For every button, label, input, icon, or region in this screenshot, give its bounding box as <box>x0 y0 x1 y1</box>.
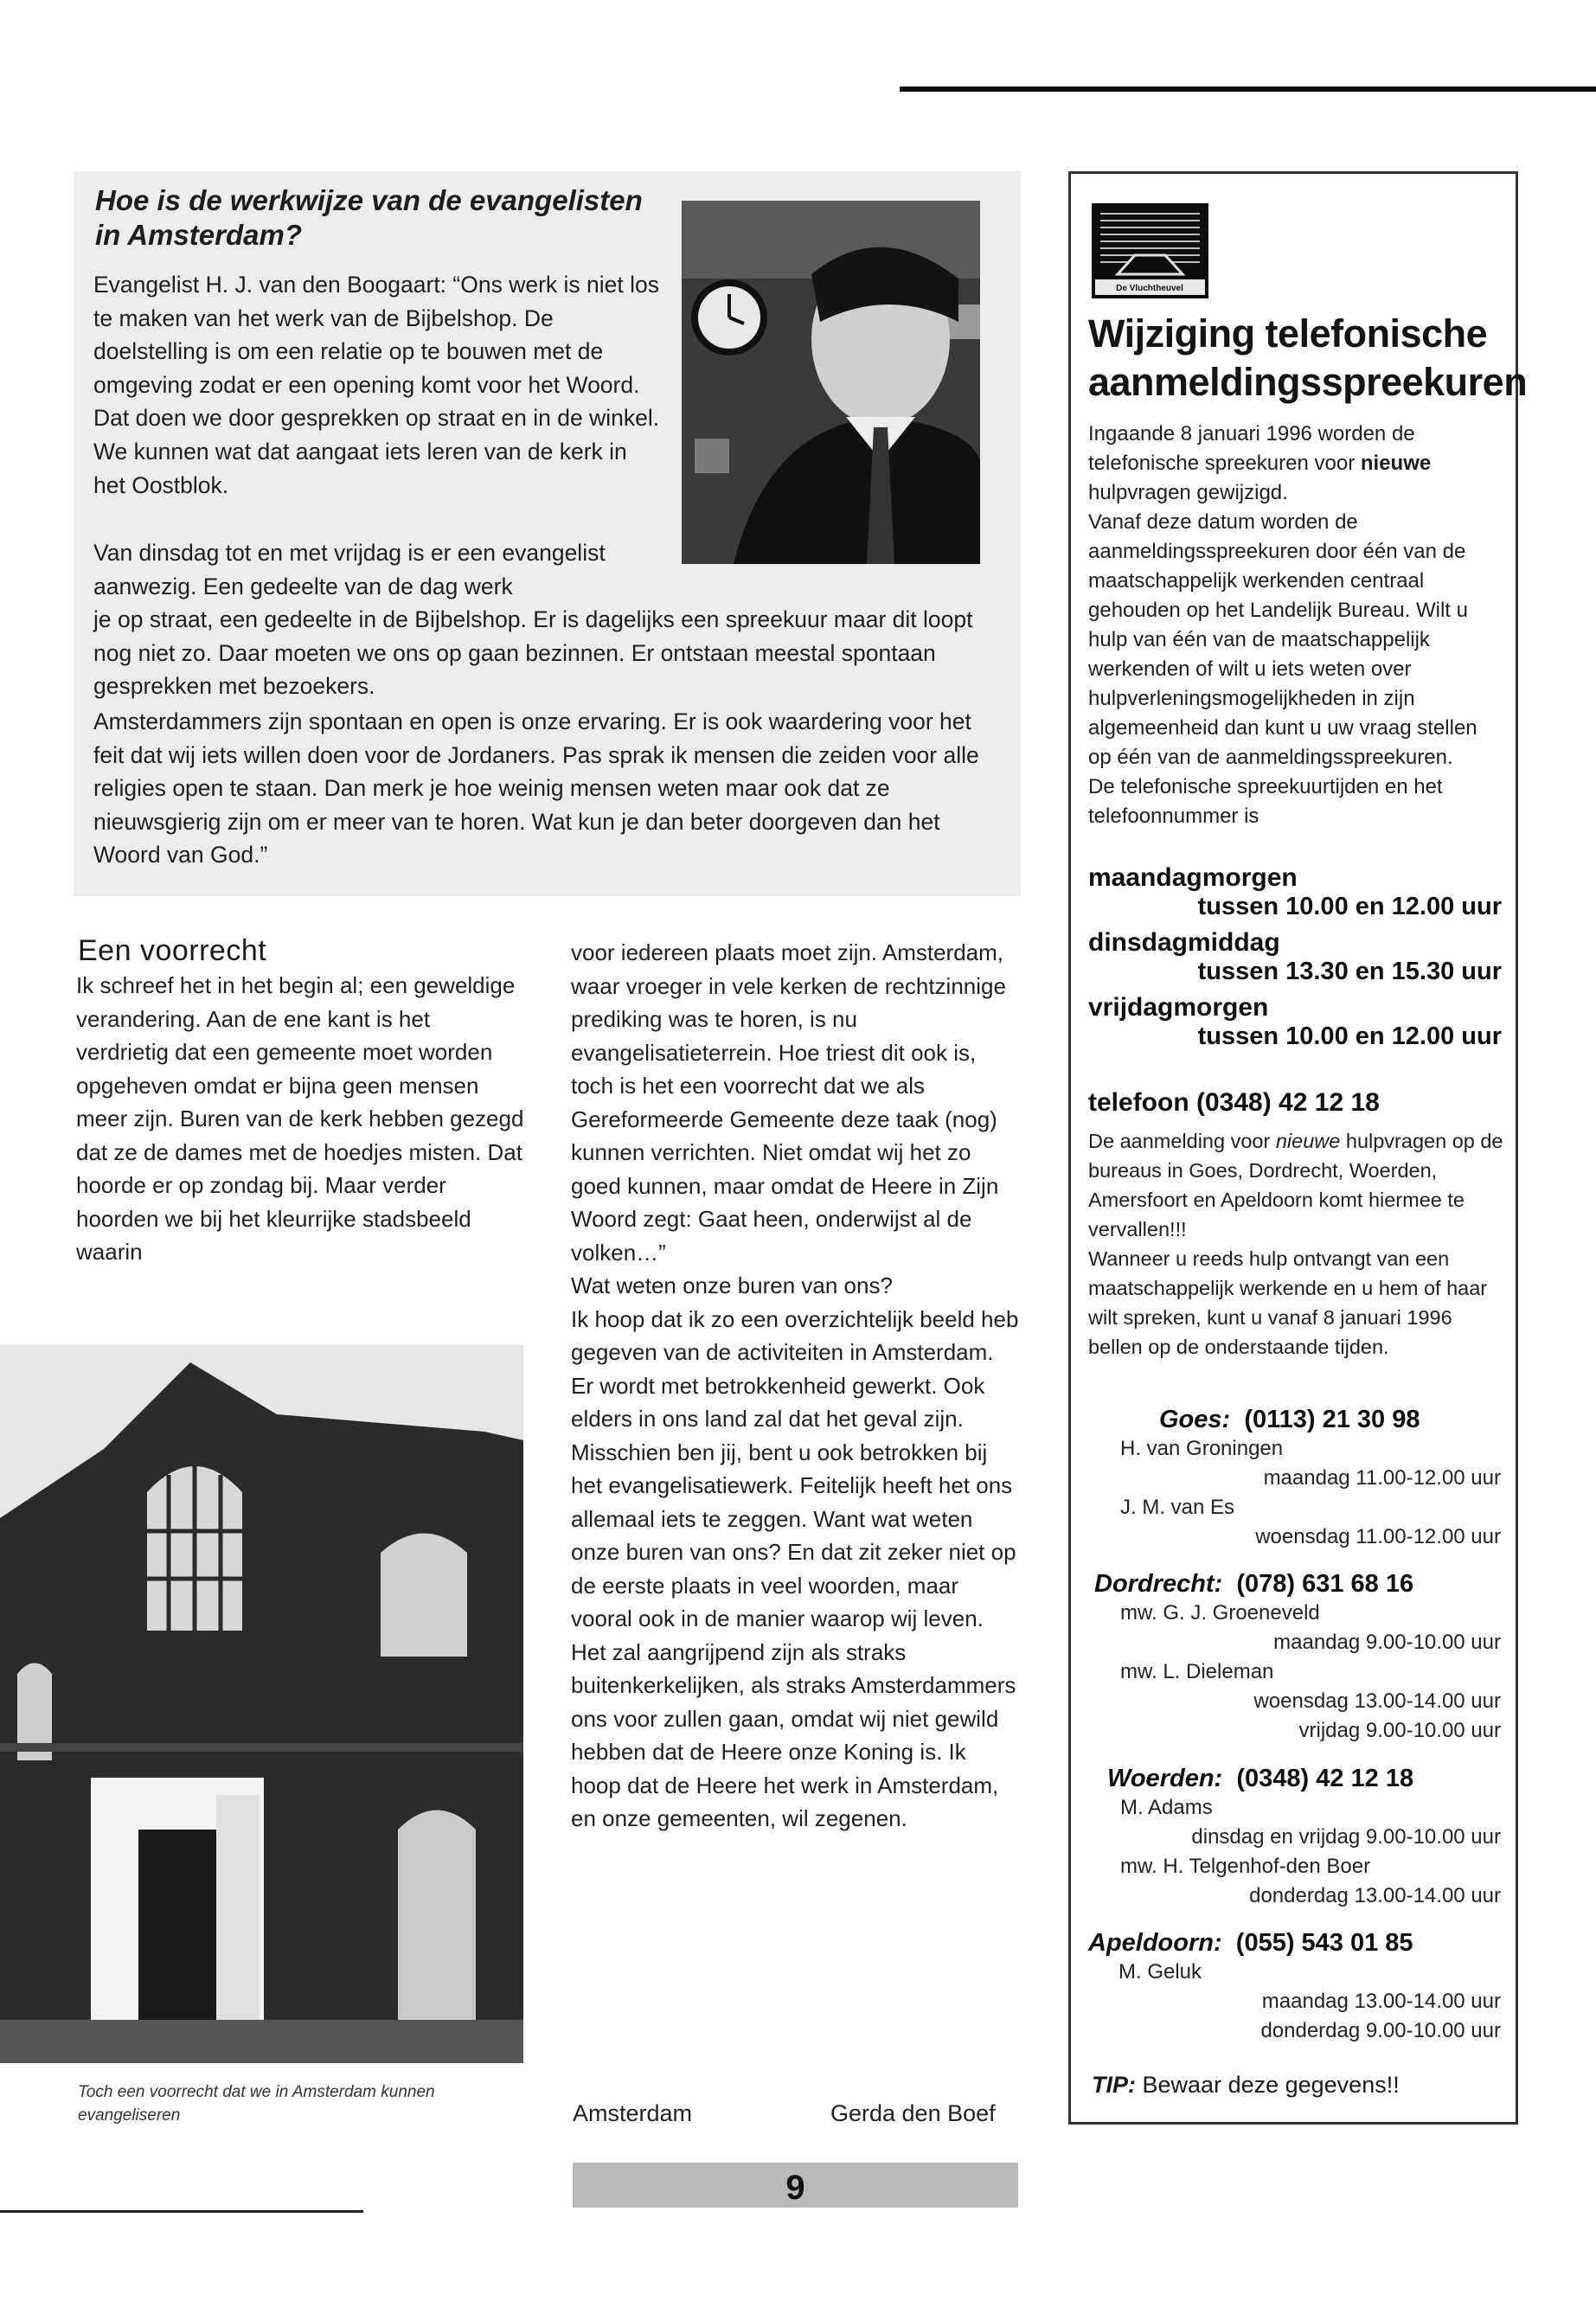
signature-place: Amsterdam <box>573 2100 693 2126</box>
intro-text-d: De telefonische spreekuurtijden en het telefoonnummer is <box>1088 775 1443 828</box>
city-phone: (055) 543 01 85 <box>1235 1929 1413 1957</box>
slot-2 <box>1088 928 1502 986</box>
city-name: Woerden: <box>1107 1765 1223 1792</box>
office-dordrecht-heading <box>1094 1570 1501 1599</box>
slot-1 <box>1088 863 1502 921</box>
worker-hours: woensdag 11.00-12.00 uur <box>1255 1525 1501 1548</box>
interview-paragraph-2: Van dinsdag tot en met vrijdag is er een evangelist aanwezig. Een gedeelte van de dag werk <box>93 540 606 599</box>
bottom-rule <box>0 2210 363 2213</box>
worker-name: mw. G. J. Groeneveld <box>1120 1601 1320 1625</box>
column-2-paragraph-2: Wat weten onze buren van ons? <box>571 1272 893 1298</box>
intro-bold: nieuwe <box>1360 452 1432 475</box>
slot-time: tussen 10.00 en 12.00 uur <box>1197 893 1502 920</box>
photo-caption: Toch een voorrecht dat we in Amsterdam kunnen evangeliseren <box>78 2083 435 2125</box>
column-2-paragraph-1: voor iedereen plaats moet zijn. Amsterdam, waar vroeger in vele kerken de rechtzinnige prediking was te horen, is nu evangelisatieterrein. Hoe triest dit ook is, toch is het een voorrecht dat we als Gereformeerde Gemeente deze taak (nog) kunnen verrichten. Niet omdat wij het zo goed kunnen, maar omdat de Heere in Zijn Woord zegt: Gaat heen, onderwijst al de volken…” <box>571 939 1006 1266</box>
slot-time: tussen 13.30 en 15.30 uur <box>1197 958 1502 985</box>
church-building-photo <box>0 1345 523 2063</box>
city-phone: (0348) 42 12 18 <box>1236 1765 1414 1792</box>
church-building-illustration <box>0 1345 523 2063</box>
city-name: Goes: <box>1159 1406 1231 1433</box>
office-woerden-heading <box>1094 1765 1501 1793</box>
worker-hours: vrijdag 9.00-10.00 uur <box>1298 1719 1501 1742</box>
slot-day: vrijdagmorgen <box>1088 993 1269 1022</box>
city-name: Dordrecht: <box>1094 1570 1223 1598</box>
slot-time: tussen 10.00 en 12.00 uur <box>1197 1022 1502 1050</box>
city-name: Apeldoorn: <box>1088 1929 1222 1957</box>
worker-hours: dinsdag en vrijdag 9.00-10.00 uur <box>1191 1825 1501 1849</box>
worker-name: M. Adams <box>1120 1796 1213 1819</box>
intro-text-b: hulpvragen gewijzigd. <box>1088 481 1288 504</box>
column-2-paragraph-3: Ik hoop dat ik zo een overzichtelijk beeld heb gegeven van de activiteiten in Amsterdam. Er wordt met betrokkenheid gewerkt. Ook elders in ons land zal dat het geval zijn. Misschien ben jij, bent u ook betrokken bij het evangelisatiewerk. Feitelijk heeft het ons allemaal iets te zeggen. Want wat weten onze buren van ons? En dat zit zeker niet op de eerste plaats in veel woorden, maar vooral ook in de manier waarop wij leven. <box>571 1305 1019 1631</box>
worker-hours: maandag 11.00-12.00 uur <box>1263 1466 1501 1490</box>
office-goes-heading <box>1094 1406 1501 1434</box>
article-heading: Een voorrecht <box>78 934 267 967</box>
office-dordrecht <box>1094 1570 1501 1746</box>
interview-paragraph-4: Amsterdammers zijn spontaan en open is onze ervaring. Er is ook waardering voor het feit dat wij iets willen doen voor de Jordaners. Pas sprak ik mensen die zeiden voor alle religies open te staan. Dan merk je hoe weinig mensen weten maar ook dat ze nieuwsgierig zijn om er meer van te horen. Wat kun je dan beter doorgeven dan het Woord van God.” <box>93 708 979 868</box>
article-column-1: Ik schreef het in het begin al; een geweldige verandering. Aan de ene kant is het verdrietig dat een gemeente moet worden opgeheven omdat er bijna geen mensen meer zijn. Buren van de kerk hebben gezegd dat ze de dames met de hoedjes misten. Dat hoorde er op zondag bij. Maar verder hoorden we bij het kleurrijke stadsbeeld waarin <box>76 972 524 1265</box>
worker-name: M. Geluk <box>1118 1960 1202 1984</box>
note-italic: nieuwe <box>1275 1130 1341 1152</box>
worker-name: mw. H. Telgenhof-den Boer <box>1120 1855 1371 1878</box>
office-woerden <box>1094 1765 1501 1911</box>
worker-hours: donderdag 13.00-14.00 uur <box>1249 1884 1501 1907</box>
worker-hours: woensdag 13.00-14.00 uur <box>1253 1689 1501 1713</box>
signature-author: Gerda den Boef <box>830 2100 996 2126</box>
interview-title: Hoe is de werkwijze van de evangelisten in Amsterdam? <box>95 184 643 251</box>
sidebar-title: Wijziging telefonische aanmeldingsspreekuren <box>1088 311 1528 404</box>
vluchtheuvel-logo <box>1092 203 1208 298</box>
note-text-a: De aanmelding voor <box>1088 1130 1271 1152</box>
tip-label: TIP: <box>1092 2072 1136 2098</box>
office-goes <box>1094 1406 1501 1552</box>
top-rule <box>900 87 1596 92</box>
page-number: 9 <box>785 2169 805 2207</box>
note-text-c: Wanneer u reeds hulp ontvangt van een maatschappelijk werkende en u hem of haar wilt spreken, kunt u vanaf 8 januari 1996 bellen op de onderstaande tijden. <box>1088 1247 1488 1358</box>
portrait-illustration <box>682 201 980 564</box>
city-phone: (0113) 21 30 98 <box>1244 1406 1420 1433</box>
sidebar-phone: telefoon (0348) 42 12 18 <box>1088 1088 1380 1117</box>
intro-line-1 <box>1088 420 1503 508</box>
consultation-slots <box>1088 863 1502 1051</box>
intro-text-c: Vanaf deze datum worden de aanmeldingsspreekuren door één van de maatschappelijk werkenden centraal gehouden op het Landelijk Bureau. Wilt u hulp van één van de maatschappelijk werkenden of wilt u iets weten over hulpverleningsmogelijkheden in zijn algemeenheid dan kunt u uw vraag stellen op één van de aanmeldingsspreekuren. <box>1088 510 1477 769</box>
tip-text: Bewaar deze gegevens!! <box>1142 2072 1400 2098</box>
worker-name: H. van Groningen <box>1120 1437 1284 1460</box>
slot-day: dinsdagmiddag <box>1088 928 1280 957</box>
tip-line <box>1092 2072 1400 2099</box>
interview-paragraph-3: je op straat, een gedeelte in de Bijbelshop. Er is dagelijks een spreekuur maar dit loopt nog niet zo. Daar moeten we ons op gaan bezinnen. Er ontstaan meestal spontaan gesprekken met bezoekers. <box>93 606 973 700</box>
sidebar-note <box>1088 1126 1503 1362</box>
office-apeldoorn-heading <box>1088 1929 1501 1958</box>
interview-paragraph-1: Evangelist H. J. van den Boogaart: “Ons werk is niet los te maken van het werk van de Bijbelshop. De doelstelling is om een relatie op te bouwen met de omgeving zodat er een opening komt voor het Woord. Dat doen we door gesprekken op straat en in de winkel. We kunnen wat dat aangaat iets leren van de kerk in het Oostblok. <box>93 272 660 498</box>
column-2-paragraph-4: Het zal aangrijpend zijn als straks buitenkerkelijken, als straks Amsterdammers ons voor zullen gaan, omdat wij niet gewild hebben dat de Heere onze Koning is. Ik hoop dat de Heere het werk in Amsterdam, en onze gemeenten, wil zegenen. <box>571 1638 1016 1831</box>
logo-graphic <box>1092 203 1208 298</box>
city-phone: (078) 631 68 16 <box>1236 1570 1414 1598</box>
worker-hours: maandag 13.00-14.00 uur <box>1261 1990 1501 2013</box>
worker-hours: maandag 9.00-10.00 uur <box>1273 1631 1501 1654</box>
worker-name: J. M. van Es <box>1120 1496 1235 1519</box>
logo-text: De Vluchtheuvel <box>1116 284 1183 293</box>
worker-hours: donderdag 9.00-10.00 uur <box>1260 2019 1501 2042</box>
sidebar-intro <box>1088 420 1503 831</box>
office-apeldoorn <box>1088 1929 1501 2046</box>
note-text-b: hulpvragen op de bureaus in Goes, Dordrecht, Woerden, Amersfoort en Apeldoorn komt hiermee te vervallen!!! <box>1088 1130 1503 1240</box>
article-column-2 <box>571 936 1021 1836</box>
slot-3 <box>1088 993 1502 1051</box>
note-line-1 <box>1088 1126 1503 1244</box>
worker-name: mw. L. Dieleman <box>1120 1660 1274 1683</box>
evangelist-portrait-photo <box>682 201 980 564</box>
intro-text-a: Ingaande 8 januari 1996 worden de telefonische spreekuren voor <box>1088 422 1415 475</box>
slot-day: maandagmorgen <box>1088 863 1298 892</box>
